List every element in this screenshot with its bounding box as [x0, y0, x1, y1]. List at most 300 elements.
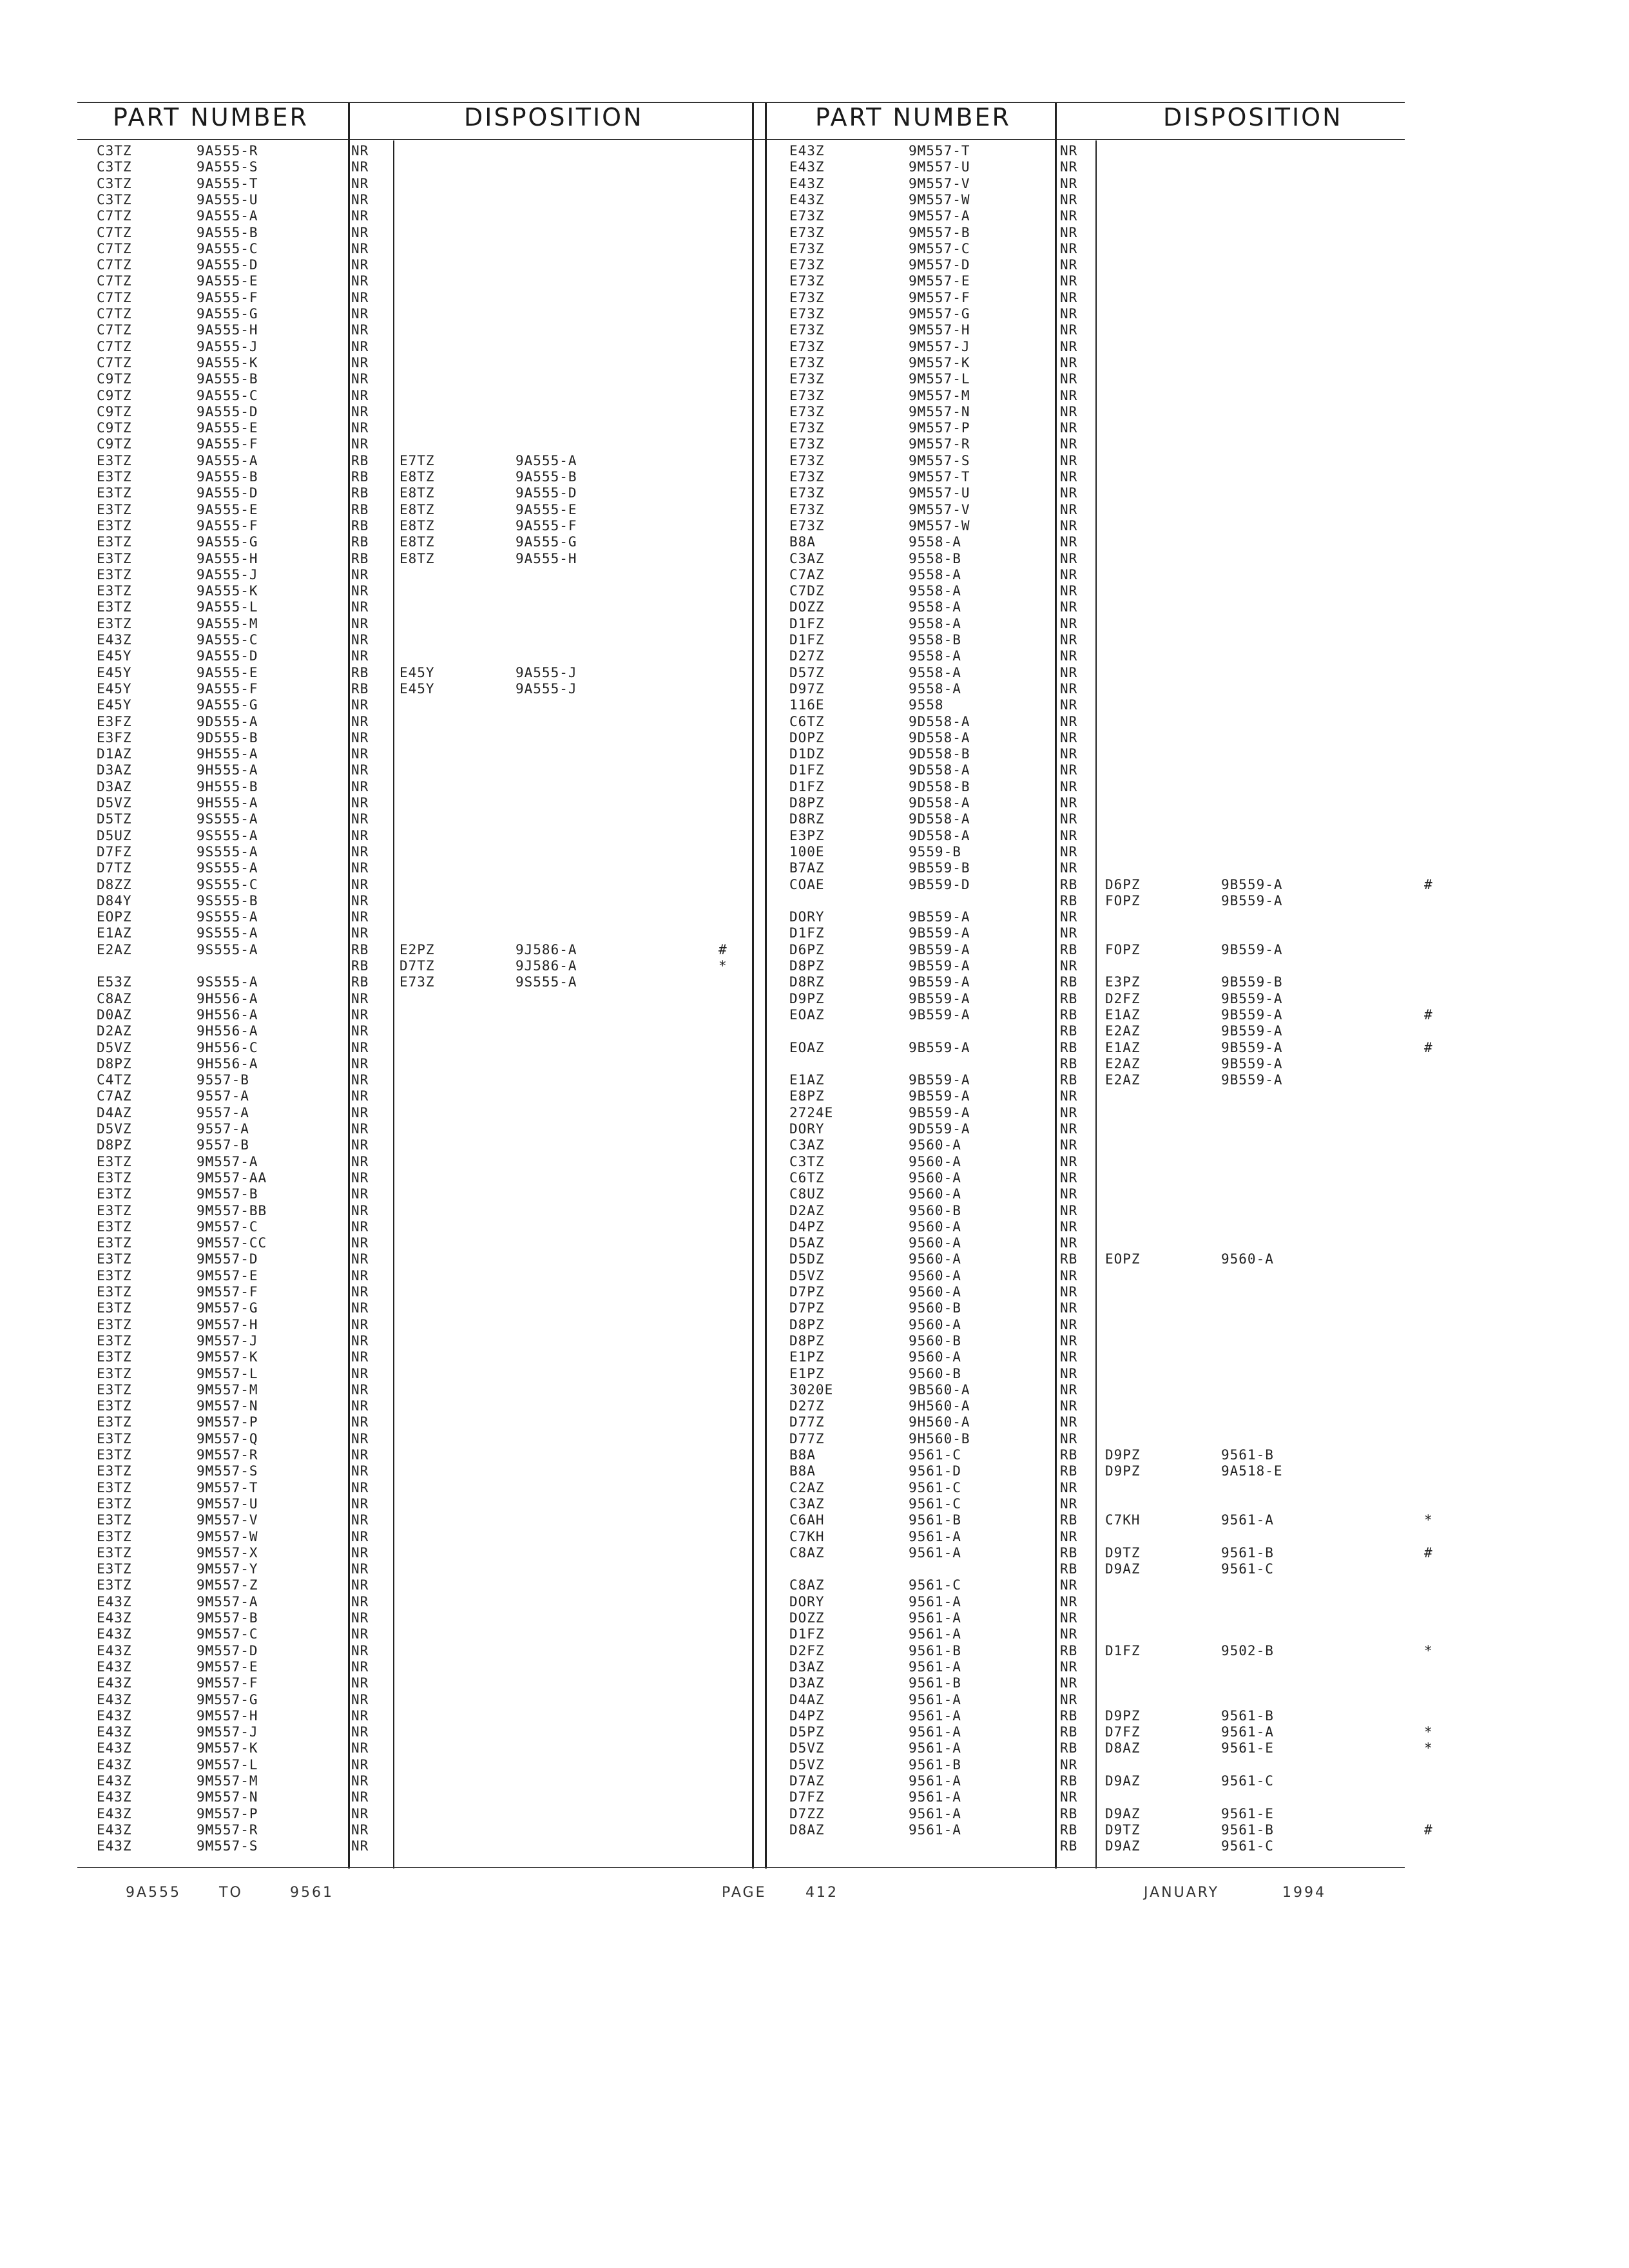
part-number: 9A555-G — [197, 534, 258, 550]
model-prefix: DORY — [789, 1121, 825, 1137]
table-row — [97, 893, 747, 909]
disposition-code: NR — [351, 1463, 369, 1479]
model-prefix: COAE — [789, 876, 825, 892]
model-prefix: E43Z — [97, 1838, 132, 1854]
disposition-code: NR — [351, 925, 369, 941]
model-prefix: E73Z — [789, 371, 825, 387]
replacement-prefix: E3PZ — [1105, 974, 1141, 990]
table-row — [97, 1333, 747, 1349]
replacement-part: 9B559-A — [1221, 941, 1283, 957]
part-number: 9A555-D — [197, 403, 258, 419]
model-prefix: C8UZ — [789, 1186, 825, 1202]
part-number: 9557-A — [197, 1088, 249, 1104]
model-prefix: C9TZ — [97, 420, 132, 436]
table-row — [97, 1806, 747, 1822]
model-prefix: E43Z — [97, 1789, 132, 1805]
model-prefix: D4PZ — [789, 1218, 825, 1235]
disposition-code: NR — [1060, 1495, 1078, 1512]
table-row — [97, 1577, 747, 1593]
replacement-prefix: E1AZ — [1105, 1006, 1141, 1023]
disposition-code: RB — [1060, 1251, 1078, 1267]
disposition-code: NR — [351, 1332, 369, 1349]
disposition-code: RB — [1060, 1707, 1078, 1724]
model-prefix: E3TZ — [97, 1235, 132, 1251]
disposition-code: NR — [1060, 778, 1078, 794]
part-number: 9B559-D — [909, 876, 970, 892]
disposition-code: NR — [351, 1724, 369, 1740]
disposition-code: NR — [1060, 958, 1078, 974]
table-row — [789, 583, 1434, 599]
model-prefix: E3TZ — [97, 485, 132, 501]
model-prefix: C7TZ — [97, 257, 132, 273]
table-row — [97, 1235, 747, 1251]
model-prefix: E43Z — [97, 632, 132, 648]
part-number: 9A555-L — [197, 599, 258, 615]
table-row — [97, 1724, 747, 1740]
table-row — [97, 502, 747, 518]
part-number: 9H555-A — [197, 795, 258, 811]
disposition-code: NR — [351, 746, 369, 762]
note-mark: * — [1424, 1724, 1433, 1740]
table-row — [97, 1643, 747, 1659]
disposition-code: NR — [1060, 1756, 1078, 1773]
disposition-code: RB — [1060, 1512, 1078, 1528]
model-prefix: E73Z — [789, 224, 825, 240]
table-row — [789, 779, 1434, 795]
table-row — [789, 762, 1434, 778]
disposition-code: NR — [351, 1675, 369, 1691]
table-row — [97, 420, 747, 436]
part-number: 9M557-H — [909, 322, 970, 338]
disposition-code: NR — [351, 387, 369, 403]
disposition-code: NR — [1060, 501, 1078, 517]
model-prefix: E8PZ — [789, 1088, 825, 1104]
table-row — [789, 567, 1434, 583]
part-number: 9M557-D — [197, 1642, 258, 1658]
part-number: 9A555-D — [197, 485, 258, 501]
replacement-prefix: FOPZ — [1105, 941, 1141, 957]
table-row — [789, 1431, 1434, 1447]
table-row — [97, 991, 747, 1007]
disposition-code: NR — [1060, 1381, 1078, 1398]
disposition-code: NR — [351, 1528, 369, 1544]
model-prefix: E43Z — [97, 1610, 132, 1626]
disposition-code: NR — [1060, 1137, 1078, 1153]
disposition-code: NR — [351, 1414, 369, 1430]
replacement-prefix: D9TZ — [1105, 1544, 1141, 1561]
table-row — [789, 1072, 1434, 1088]
model-prefix: D4AZ — [789, 1691, 825, 1707]
disposition-code: NR — [1060, 371, 1078, 387]
part-number: 9560-A — [909, 1218, 961, 1235]
part-number: 9M557-AA — [197, 1169, 267, 1186]
part-number: 9M557-M — [197, 1773, 258, 1789]
part-number: 9H556-A — [197, 1006, 258, 1023]
replacement-part: 9560-A — [1221, 1251, 1274, 1267]
part-number: 9A555-C — [197, 387, 258, 403]
model-prefix: E1AZ — [789, 1072, 825, 1088]
table-row — [97, 257, 747, 273]
part-number: 9A555-C — [197, 240, 258, 256]
table-row — [789, 1626, 1434, 1642]
table-row — [97, 958, 747, 974]
disposition-code: NR — [351, 1218, 369, 1235]
part-number: 9A555-H — [197, 550, 258, 566]
part-number: 9561-A — [909, 1593, 961, 1610]
disposition-code: NR — [351, 371, 369, 387]
part-number: 9M557-V — [909, 501, 970, 517]
replacement-prefix: E8TZ — [400, 550, 435, 566]
replacement-prefix: D9PZ — [1105, 1707, 1141, 1724]
disposition-code: RB — [1060, 1773, 1078, 1789]
note-mark: * — [718, 958, 728, 974]
disposition-code: NR — [1060, 664, 1078, 680]
part-number: 9A555-E — [197, 664, 258, 680]
disposition-code: NR — [1060, 1593, 1078, 1610]
model-prefix: D8PZ — [97, 1055, 132, 1072]
part-number: 9H555-A — [197, 762, 258, 778]
model-prefix: E45Y — [97, 648, 132, 664]
table-row — [789, 1154, 1434, 1170]
disposition-code: NR — [1060, 1202, 1078, 1218]
disposition-code: NR — [1060, 224, 1078, 240]
disposition-code: NR — [1060, 1300, 1078, 1316]
part-number: 9561-B — [909, 1675, 961, 1691]
model-prefix: E3TZ — [97, 469, 132, 485]
table-row — [97, 1382, 747, 1398]
table-row — [789, 1561, 1434, 1577]
part-number: 9B559-A — [909, 925, 970, 941]
model-prefix: E43Z — [97, 1642, 132, 1658]
model-prefix: D5PZ — [789, 1724, 825, 1740]
disposition-code: NR — [351, 1495, 369, 1512]
model-prefix: E73Z — [789, 306, 825, 322]
disposition-code: NR — [1060, 746, 1078, 762]
part-number: 9A555-C — [197, 632, 258, 648]
table-row — [789, 273, 1434, 289]
model-prefix: D4AZ — [97, 1104, 132, 1120]
table-row — [789, 404, 1434, 420]
part-number: 9B559-A — [909, 974, 970, 990]
note-mark: # — [1424, 1006, 1433, 1023]
table-row — [789, 436, 1434, 452]
table-row — [789, 1251, 1434, 1267]
table-row — [97, 599, 747, 615]
table-row — [789, 485, 1434, 501]
model-prefix: E3TZ — [97, 1186, 132, 1202]
table-row — [789, 1137, 1434, 1153]
table-row — [97, 1317, 747, 1333]
part-number: 9560-A — [909, 1153, 961, 1169]
table-row — [97, 1023, 747, 1039]
table-row — [789, 1300, 1434, 1316]
table-row — [789, 371, 1434, 387]
part-number: 9M557-S — [197, 1463, 258, 1479]
table-row — [97, 388, 747, 404]
disposition-code: NR — [1060, 599, 1078, 615]
part-number: 9M557-Z — [197, 1577, 258, 1593]
model-prefix: C9TZ — [97, 436, 132, 452]
model-prefix: C9TZ — [97, 403, 132, 419]
part-number: 9B559-A — [909, 941, 970, 957]
model-prefix: EOAZ — [789, 1039, 825, 1055]
disposition-code: NR — [1060, 387, 1078, 403]
table-row — [97, 1088, 747, 1104]
model-prefix: D5TZ — [97, 811, 132, 827]
model-prefix: E73Z — [789, 338, 825, 354]
part-number: 9M557-S — [909, 452, 970, 468]
table-row — [789, 1789, 1434, 1805]
replacement-prefix: D2FZ — [1105, 990, 1141, 1006]
model-prefix: E3TZ — [97, 566, 132, 582]
replacement-part: 9J586-A — [516, 958, 577, 974]
table-row — [97, 860, 747, 876]
model-prefix: E73Z — [789, 436, 825, 452]
disposition-code: RB — [351, 501, 369, 517]
model-prefix: E3TZ — [97, 1414, 132, 1430]
part-number: 9A555-A — [197, 452, 258, 468]
model-prefix: E1AZ — [97, 925, 132, 941]
part-number: 9M557-E — [909, 273, 970, 289]
disposition-code: NR — [351, 990, 369, 1006]
table-row — [789, 681, 1434, 697]
disposition-code: RB — [351, 517, 369, 533]
part-number: 9M557-W — [909, 517, 970, 533]
part-number: 9561-C — [909, 1577, 961, 1593]
part-number: 9M557-A — [909, 208, 970, 224]
part-number: 9M557-R — [909, 436, 970, 452]
table-row — [789, 1577, 1434, 1593]
part-number: 9B559-A — [909, 1006, 970, 1023]
disposition-code: NR — [1060, 648, 1078, 664]
table-row — [97, 485, 747, 501]
model-prefix: C3TZ — [97, 191, 132, 207]
part-number: 9S555-A — [197, 909, 258, 925]
table-row — [789, 469, 1434, 485]
table-row — [97, 355, 747, 371]
model-prefix: DOPZ — [789, 729, 825, 745]
model-prefix: B8A — [789, 1447, 816, 1463]
part-number: 9A555-E — [197, 501, 258, 517]
disposition-code: NR — [1060, 1610, 1078, 1626]
replacement-part: 9B559-A — [1221, 1006, 1283, 1023]
part-number: 9561-A — [909, 1740, 961, 1756]
model-prefix: C6TZ — [789, 713, 825, 729]
model-prefix: D1AZ — [97, 746, 132, 762]
disposition-code: NR — [1060, 175, 1078, 191]
table-row — [789, 176, 1434, 192]
replacement-part: 9A518-E — [1221, 1463, 1283, 1479]
model-prefix: DORY — [789, 909, 825, 925]
replacement-prefix: E73Z — [400, 974, 435, 990]
footer-range-from: 9A555 — [126, 1885, 182, 1901]
footer-range-to-word: TO — [219, 1885, 243, 1901]
table-row — [789, 893, 1434, 909]
disposition-code: NR — [1060, 191, 1078, 207]
table-row — [97, 1512, 747, 1528]
part-number: 9M557-D — [909, 257, 970, 273]
part-number: 9D558-A — [909, 762, 970, 778]
model-prefix: B8A — [789, 1463, 816, 1479]
model-prefix: E3TZ — [97, 1267, 132, 1283]
disposition-code: NR — [351, 762, 369, 778]
replacement-part: 9A555-F — [516, 517, 577, 533]
model-prefix: E43Z — [97, 1707, 132, 1724]
part-number: 9S555-A — [197, 843, 258, 860]
replacement-part: 9J586-A — [516, 941, 577, 957]
table-row — [789, 1040, 1434, 1056]
table-row — [97, 1529, 747, 1545]
model-prefix: C3AZ — [789, 1137, 825, 1153]
disposition-code: NR — [351, 403, 369, 419]
part-number: 9561-A — [909, 1544, 961, 1561]
part-number: 9M557-M — [197, 1381, 258, 1398]
replacement-prefix: E2AZ — [1105, 1055, 1141, 1072]
table-row — [97, 925, 747, 941]
model-prefix: B7AZ — [789, 860, 825, 876]
disposition-code: NR — [351, 1593, 369, 1610]
replacement-prefix: D9TZ — [1105, 1821, 1141, 1838]
model-prefix: D27Z — [789, 648, 825, 664]
model-prefix: E73Z — [789, 208, 825, 224]
disposition-code: NR — [351, 1023, 369, 1039]
disposition-code: RB — [1060, 1039, 1078, 1055]
model-prefix: E3PZ — [789, 827, 825, 843]
header-rule — [77, 139, 1405, 140]
part-number: 9H556-A — [197, 990, 258, 1006]
disposition-code: NR — [1060, 240, 1078, 256]
table-row — [97, 1203, 747, 1219]
model-prefix: E3TZ — [97, 1365, 132, 1381]
model-prefix: D97Z — [789, 680, 825, 697]
part-number: 9H560-A — [909, 1398, 970, 1414]
part-number: 9M557-W — [909, 191, 970, 207]
disposition-code: NR — [351, 1006, 369, 1023]
replacement-part: 9561-C — [1221, 1773, 1274, 1789]
model-prefix: E73Z — [789, 289, 825, 305]
note-mark: # — [1424, 1544, 1433, 1561]
part-number: 9M557-B — [197, 1610, 258, 1626]
disposition-code: RB — [1060, 941, 1078, 957]
part-number: 9B559-A — [909, 1088, 970, 1104]
disposition-code: NR — [1060, 1658, 1078, 1675]
disposition-code: NR — [1060, 1398, 1078, 1414]
disposition-code: RB — [1060, 892, 1078, 908]
model-prefix: E43Z — [789, 159, 825, 175]
disposition-code: NR — [351, 566, 369, 582]
model-prefix: D5VZ — [789, 1267, 825, 1283]
table-row — [97, 648, 747, 664]
table-row — [97, 1496, 747, 1512]
model-prefix: E3TZ — [97, 1430, 132, 1446]
table-row — [97, 1366, 747, 1382]
model-prefix: C3TZ — [97, 159, 132, 175]
disposition-code: NR — [1060, 1479, 1078, 1495]
replacement-prefix: FOPZ — [1105, 892, 1141, 908]
model-prefix: E3TZ — [97, 1218, 132, 1235]
replacement-prefix: D9AZ — [1105, 1838, 1141, 1854]
disposition-code: NR — [1060, 1284, 1078, 1300]
model-prefix: C8AZ — [789, 1577, 825, 1593]
model-prefix: D8PZ — [789, 1316, 825, 1332]
table-row — [789, 1414, 1434, 1430]
replacement-prefix: D6PZ — [1105, 876, 1141, 892]
disposition-code: NR — [351, 795, 369, 811]
part-number: 9S555-A — [197, 941, 258, 957]
table-row — [97, 811, 747, 827]
disposition-code: NR — [351, 208, 369, 224]
table-row — [97, 534, 747, 550]
replacement-part: 9S555-A — [516, 974, 577, 990]
part-number: 9S555-A — [197, 925, 258, 941]
part-number: 9A555-D — [197, 648, 258, 664]
table-row — [97, 762, 747, 778]
part-number: 9M557-J — [909, 338, 970, 354]
model-prefix: E73Z — [789, 354, 825, 370]
part-number: 9M557-L — [197, 1365, 258, 1381]
model-prefix: D7TZ — [97, 860, 132, 876]
model-prefix: E3TZ — [97, 1349, 132, 1365]
disposition-code: NR — [1060, 762, 1078, 778]
replacement-part: 9B559-A — [1221, 1072, 1283, 1088]
disposition-code: NR — [1060, 257, 1078, 273]
table-row — [97, 1675, 747, 1691]
part-number: 9M557-K — [197, 1740, 258, 1756]
table-row — [789, 1643, 1434, 1659]
disposition-code: NR — [351, 1658, 369, 1675]
disposition-code: NR — [1060, 517, 1078, 533]
disposition-code: RB — [1060, 1821, 1078, 1838]
model-prefix: E3TZ — [97, 1447, 132, 1463]
model-prefix: 3020E — [789, 1381, 834, 1398]
part-number: 9558-A — [909, 599, 961, 615]
model-prefix: E73Z — [789, 452, 825, 468]
footer-date-month: JANUARY — [1144, 1885, 1220, 1901]
disposition-code: NR — [1060, 827, 1078, 843]
table-row — [97, 632, 747, 648]
replacement-prefix: E2AZ — [1105, 1072, 1141, 1088]
disposition-code: NR — [1060, 534, 1078, 550]
model-prefix: C3TZ — [97, 143, 132, 159]
replacement-part: 9502-B — [1221, 1642, 1274, 1658]
table-row — [97, 1007, 747, 1023]
part-number: 9D555-B — [197, 729, 258, 745]
part-number: 9A555-S — [197, 159, 258, 175]
disposition-code: NR — [1060, 697, 1078, 713]
disposition-code: NR — [351, 1039, 369, 1055]
model-prefix: E3TZ — [97, 1332, 132, 1349]
disposition-code: NR — [351, 909, 369, 925]
part-number: 9B559-A — [909, 1072, 970, 1088]
table-row — [789, 1447, 1434, 1463]
table-row — [789, 551, 1434, 567]
part-number: 9D555-A — [197, 713, 258, 729]
note-mark: # — [1424, 876, 1433, 892]
part-number: 9561-A — [909, 1528, 961, 1544]
part-number: 9558-A — [909, 648, 961, 664]
disposition-code: NR — [351, 1691, 369, 1707]
model-prefix: E3TZ — [97, 1512, 132, 1528]
model-prefix: E3TZ — [97, 1300, 132, 1316]
table-row — [97, 322, 747, 338]
part-number: 9M557-G — [197, 1300, 258, 1316]
disposition-code: NR — [351, 1805, 369, 1821]
part-number: 9560-B — [909, 1202, 961, 1218]
disposition-code: NR — [351, 1756, 369, 1773]
part-number: 9560-A — [909, 1137, 961, 1153]
model-prefix: E3TZ — [97, 1577, 132, 1593]
table-row — [789, 1822, 1434, 1838]
